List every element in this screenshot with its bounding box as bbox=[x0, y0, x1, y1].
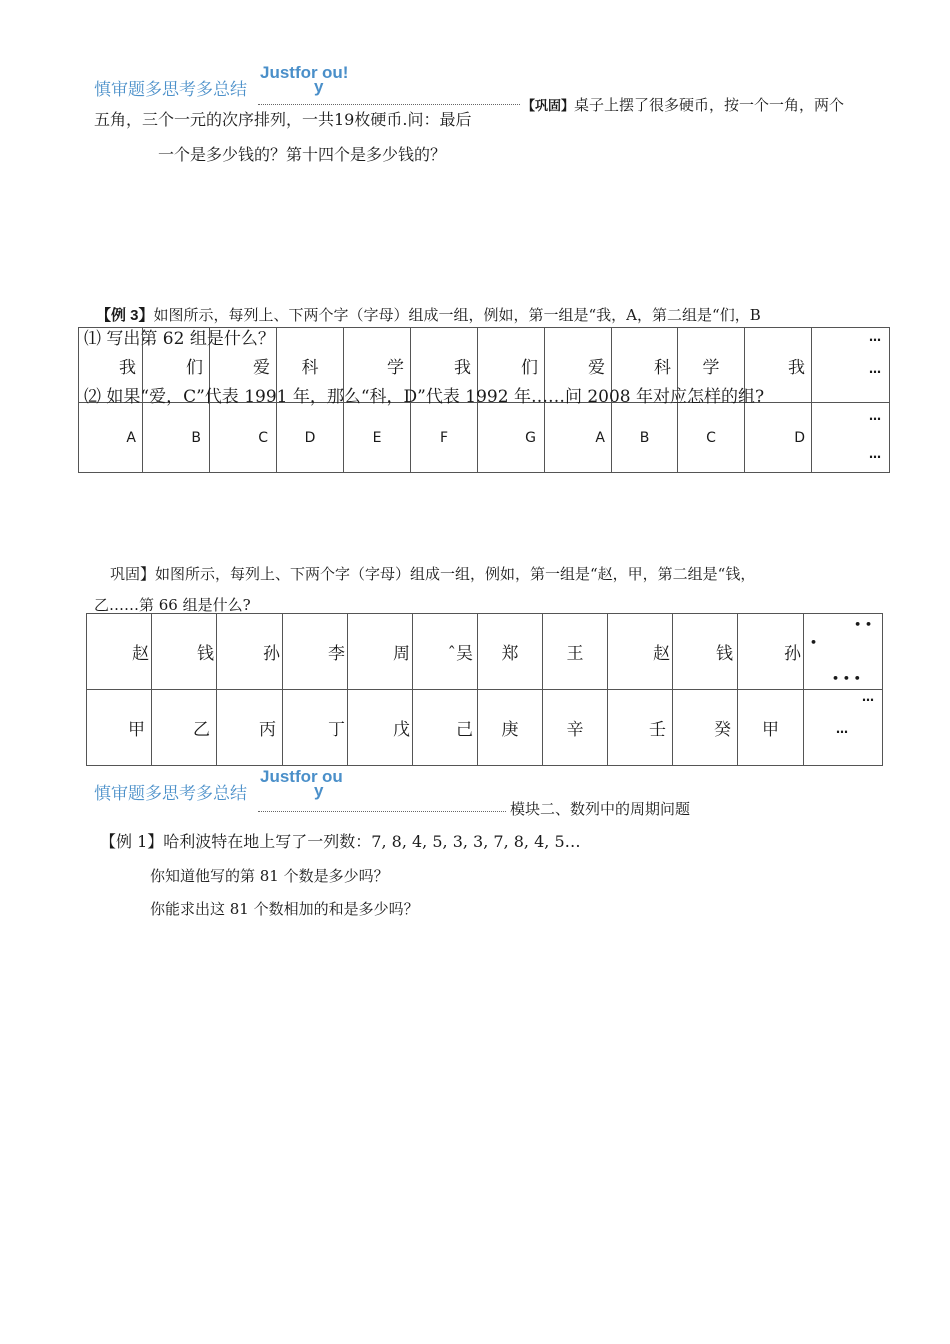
ellipsis-cell: … … bbox=[812, 328, 890, 403]
header-motto: 慎审题多思考多总结 bbox=[94, 80, 247, 99]
dots-cell: • • • • • • bbox=[804, 614, 883, 690]
cell: 乙 bbox=[152, 690, 217, 766]
cell: 王 bbox=[543, 614, 608, 690]
cell: 丁 bbox=[283, 690, 348, 766]
header-en-y: y bbox=[314, 77, 324, 96]
cell: 戊 bbox=[348, 690, 413, 766]
header2-en-part1: Justfor bbox=[260, 767, 318, 786]
cell: ˆ吴 bbox=[413, 614, 478, 690]
consolidate2-table bbox=[86, 613, 883, 766]
cell: 爱 bbox=[210, 328, 277, 403]
cell: 赵 bbox=[87, 614, 152, 690]
cell: 们 bbox=[143, 328, 210, 403]
cell: G bbox=[478, 403, 545, 473]
cell: E bbox=[344, 403, 411, 473]
header2-dotted-rule bbox=[258, 811, 506, 812]
cell: 孙 bbox=[217, 614, 283, 690]
example1-q2: 你能求出这 81 个数相加的和是多少吗？ bbox=[150, 900, 419, 918]
cell: B bbox=[143, 403, 210, 473]
cell: 我 bbox=[411, 328, 478, 403]
cell: D bbox=[277, 403, 344, 473]
cell: F bbox=[411, 403, 478, 473]
cell: B bbox=[612, 403, 678, 473]
cell: 辛 bbox=[543, 690, 608, 766]
consolidate1-line2: 五角，三个一元的次序排列，一共19枚硬币.问：最后 bbox=[94, 110, 472, 129]
example3-q2: ⑵ 如果“爱，C”代表 1991 年，那么“科，D”代表 1992 年……问 2008 年对应怎样的组? bbox=[84, 387, 765, 407]
cell: 庚 bbox=[478, 690, 543, 766]
cell: 壬 bbox=[608, 690, 673, 766]
example1-q1: 你知道他写的第 81 个数是多少吗？ bbox=[150, 867, 389, 885]
cell: 甲 bbox=[87, 690, 152, 766]
ellipsis-cell: … … bbox=[804, 690, 883, 766]
cell: 钱 bbox=[152, 614, 217, 690]
header-dotted-rule bbox=[258, 104, 520, 105]
cell: C bbox=[210, 403, 277, 473]
header2-motto: 慎审题多思考多总结 bbox=[94, 784, 247, 803]
example3-bottom-row bbox=[79, 403, 890, 473]
cell: 学 bbox=[344, 328, 411, 403]
consolidate1-tag: 【巩固】桌子上摆了很多硬币，按一个一角，两个 bbox=[522, 96, 845, 114]
cell: A bbox=[545, 403, 612, 473]
cell: D bbox=[745, 403, 812, 473]
cell: C bbox=[678, 403, 745, 473]
cell: 科 bbox=[612, 328, 678, 403]
cell: 我 bbox=[79, 328, 143, 403]
cell: 己 bbox=[413, 690, 478, 766]
cell: 科 bbox=[277, 328, 344, 403]
cell: 们 bbox=[478, 328, 545, 403]
cell: 钱 bbox=[673, 614, 738, 690]
consolidate2-line2: 乙……第 66 组是什么? bbox=[94, 596, 251, 614]
cell: 李 bbox=[283, 614, 348, 690]
header-en-part1: Justfor bbox=[260, 63, 318, 82]
cell: 癸 bbox=[673, 690, 738, 766]
cell: A bbox=[79, 403, 143, 473]
cell: 丙 bbox=[217, 690, 283, 766]
module-title: 模块二、数列中的周期问题 bbox=[510, 800, 691, 818]
ellipsis-cell: … … bbox=[812, 403, 890, 473]
consolidate2-bottom-row bbox=[87, 690, 883, 766]
cell: 我 bbox=[745, 328, 812, 403]
cell: 甲 bbox=[738, 690, 804, 766]
header-en-part2: ou! bbox=[322, 63, 349, 82]
header2-en-y: y bbox=[314, 781, 324, 800]
cell: 周 bbox=[348, 614, 413, 690]
example3-q1: ⑴ 写出第 62 组是什么？ bbox=[84, 329, 275, 349]
cell: 学 bbox=[678, 328, 745, 403]
consolidate1-line1: 桌子上摆了很多硬币，按一个一角，两个 bbox=[574, 96, 845, 114]
consolidate2-top-row bbox=[87, 614, 883, 690]
cell: 爱 bbox=[545, 328, 612, 403]
cell: 孙 bbox=[738, 614, 804, 690]
example3-intro: 【例 3】如图所示，每列上、下两个字（字母）组成一组，例如，第一组是“我，A，第二组是“们，B bbox=[96, 306, 761, 324]
consolidate1-line3: 一个是多少钱的？第十四个是多少钱的？ bbox=[158, 145, 447, 164]
consolidate2-line1: 巩固】如图所示，每列上、下两个字（字母）组成一组，例如，第一组是“赵，甲，第二组是“钱， bbox=[110, 565, 756, 583]
cell: 郑 bbox=[478, 614, 543, 690]
cell: 赵 bbox=[608, 614, 673, 690]
example1-text: 【例 1】哈利波特在地上写了一列数：7, 8, 4, 5, 3, 3, 7, 8, 4, 5… bbox=[100, 832, 581, 851]
header2-en-part2: ou bbox=[322, 767, 343, 786]
